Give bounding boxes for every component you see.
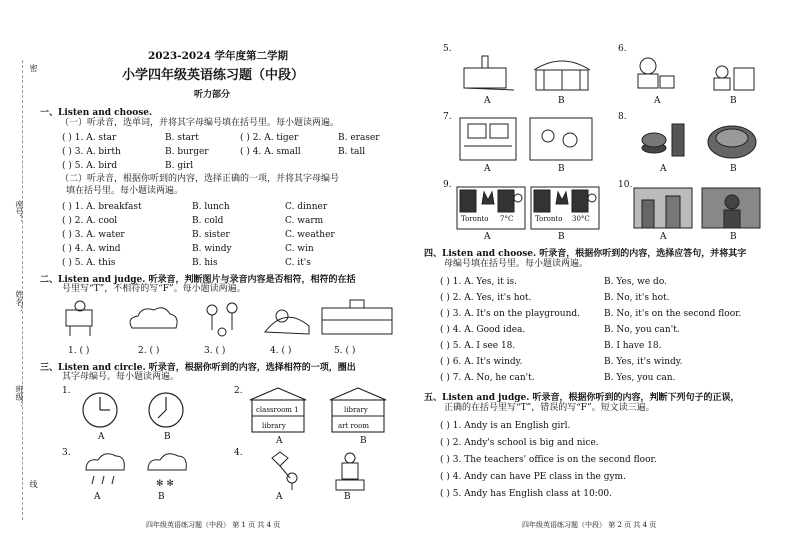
- s4-7-b: B. Yes, you can.: [604, 373, 676, 383]
- s1-r2-b1: B. burger: [165, 147, 209, 157]
- page-title: 小学四年级英语练习题（中段）: [122, 68, 305, 83]
- s2-line1: 二、Listen and judge. 听录音，判断图片与录音内容是否相符，相符的在括: [40, 275, 356, 285]
- s4-4-b: B. No, you can't.: [604, 325, 680, 335]
- r-num-5: 5.: [443, 44, 452, 54]
- s1-r3-q1: ( ) 5. A. bird: [62, 161, 118, 171]
- s4-6-a: ( ) 6. A. It's windy.: [440, 357, 523, 367]
- s1-r1-b2: B. eraser: [338, 133, 380, 143]
- s1-r1-b1: B. start: [165, 133, 199, 143]
- s1-r2-q1: ( ) 3. A. birth: [62, 147, 121, 157]
- r-num-9: 9.: [443, 180, 452, 190]
- s4-3-b: B. No, it's on the second floor.: [604, 309, 742, 319]
- s1-q2-4-b: B. windy: [192, 244, 232, 254]
- q10-label-a: A: [660, 232, 667, 242]
- s1-q2-2-b: B. cold: [192, 216, 224, 226]
- s3-q1-label-a: A: [98, 432, 105, 442]
- q7-pictures: [458, 116, 598, 162]
- s5-row-5: ( ) 5. Andy has English class at 10:00.: [440, 489, 613, 499]
- s1-q2-3-b: B. sister: [192, 230, 230, 240]
- s3-q3-label-b: B: [158, 492, 165, 502]
- s2-pic2-cloud: [130, 308, 177, 328]
- s4-3-a: ( ) 3. A. It's on the playground.: [440, 309, 581, 319]
- s1-q2-1-a: ( ) 1. A. breakfast: [62, 202, 142, 212]
- s3-q4-label-b: B: [344, 492, 351, 502]
- s1-r3-b1: B. girl: [165, 161, 194, 171]
- s2-blank-1: 1. ( ): [68, 346, 90, 356]
- s1-q2-4-a: ( ) 4. A. wind: [62, 244, 121, 254]
- q8-label-b: B: [730, 164, 737, 174]
- footer-left: 四年级英语练习题（中段） 第 1 页 共 4 页: [146, 521, 281, 529]
- s3-num-3: 3.: [62, 448, 71, 458]
- s3-q2-a-top: classroom 1: [256, 406, 299, 414]
- s3-line1: 三、Listen and circle. 听录音，根据你听到的内容，选择相符的一项，圈出: [40, 363, 356, 373]
- q10-label-b: B: [730, 232, 737, 242]
- s3-line2: 其字母编号。每小题读两遍。: [62, 372, 180, 382]
- s1-sub2-line1: （二）听录音，根据你听到的内容，选择正确的一项，并将其字母编号: [60, 174, 340, 184]
- q6-pictures: [630, 52, 760, 94]
- listening-part-label: 听力部分: [194, 90, 231, 100]
- q5-buildings: [460, 54, 590, 94]
- s2-blank-4: 4. ( ): [270, 346, 292, 356]
- q5-label-a: A: [484, 96, 491, 106]
- s2-pictures: [60, 298, 400, 340]
- name-label: 姓名：: [15, 290, 24, 314]
- s4-line1: 四、Listen and choose. 听录音，根据你听到的内容，选择应答句，并将其字: [424, 249, 747, 259]
- class-label: 班级：: [15, 385, 24, 409]
- s1-r1-q1: ( ) 1. A. star: [62, 133, 117, 143]
- s3-num-2: 2.: [234, 386, 243, 396]
- footer-right: 四年级英语练习题（中段） 第 2 页 共 4 页: [522, 521, 657, 529]
- s2-pic3-kids: [207, 303, 237, 336]
- q5-label-b: B: [558, 96, 565, 106]
- q9-a-temp: 7°C: [500, 215, 514, 223]
- q9-b-city: Toronto: [535, 215, 563, 223]
- s4-2-a: ( ) 2. A. Yes, it's hot.: [440, 293, 532, 303]
- s4-1-a: ( ) 1. A. Yes, it is.: [440, 277, 517, 287]
- s3-q4-label-a: A: [276, 492, 283, 502]
- s4-6-b: B. Yes, it's windy.: [604, 357, 683, 367]
- s3-q2-b-top: library: [344, 406, 368, 414]
- s4-2-b: B. No, it's hot.: [604, 293, 670, 303]
- s5-row-2: ( ) 2. Andy's school is big and nice.: [440, 438, 599, 448]
- s1-q2-5-b: B. his: [192, 258, 218, 268]
- r-num-7: 7.: [443, 112, 452, 122]
- q9-a-city: Toronto: [461, 215, 489, 223]
- s3-q3-weather: [84, 452, 194, 492]
- s1-heading: 一、Listen and choose.: [40, 108, 153, 118]
- r-num-10: 10.: [618, 180, 633, 190]
- s5-row-4: ( ) 4. Andy can have PE class in the gym.: [440, 472, 626, 482]
- s1-r2-q2: ( ) 4. A. small: [240, 147, 301, 157]
- svg-text:✻ ✻: ✻ ✻: [156, 479, 174, 489]
- s4-5-a: ( ) 5. A. I see 18.: [440, 341, 516, 351]
- s5-line1: 五、Listen and judge. 听录音，根据你听到的内容，判断下列句子的正误，: [424, 393, 740, 403]
- s4-line2: 母编号填在括号里。每小题读两遍。: [444, 259, 589, 269]
- s3-q2-label-b: B: [360, 436, 367, 446]
- s2-blank-2: 2. ( ): [138, 346, 160, 356]
- s2-pic1-idea: [66, 301, 92, 336]
- s5-row-1: ( ) 1. Andy is an English girl.: [440, 421, 571, 431]
- s2-pic5-school: [322, 300, 392, 334]
- q6-label-a: A: [654, 96, 661, 106]
- q8-label-a: A: [660, 164, 667, 174]
- s3-q1-label-b: B: [164, 432, 171, 442]
- s1-r2-b2: B. tall: [338, 147, 366, 157]
- s1-q2-5-c: C. it's: [285, 258, 311, 268]
- s3-q2-b-bottom: art room: [338, 422, 369, 430]
- r-num-8: 8.: [618, 112, 627, 122]
- seat-label: 座号：: [15, 200, 24, 224]
- s3-q4-activities: [270, 450, 390, 492]
- s2-blank-3: 3. ( ): [204, 346, 226, 356]
- r-num-6: 6.: [618, 44, 627, 54]
- q7-label-a: A: [484, 164, 491, 174]
- s1-q2-2-a: ( ) 2. A. cool: [62, 216, 118, 226]
- binding-mark-xian: 线: [29, 480, 38, 488]
- s5-line2: 正确的在括号里写“T”，错误的写“F”。短文读三遍。: [444, 403, 655, 413]
- s3-q3-label-a: A: [94, 492, 101, 502]
- q7-label-b: B: [558, 164, 565, 174]
- s1-r1-q2: ( ) 2. A. tiger: [240, 133, 299, 143]
- q6-label-b: B: [730, 96, 737, 106]
- s1-q2-1-c: C. dinner: [285, 202, 328, 212]
- q9-weather-cards: [456, 186, 606, 230]
- s1-q2-2-c: C. warm: [285, 216, 324, 226]
- q9-b-temp: 30°C: [572, 215, 590, 223]
- s4-4-a: ( ) 4. A. Good idea.: [440, 325, 526, 335]
- s4-7-a: ( ) 7. A. No, he can't.: [440, 373, 535, 383]
- s2-pic4-sleeping: [265, 310, 309, 334]
- s1-q2-5-a: ( ) 5. A. this: [62, 258, 116, 268]
- s1-q2-4-c: C. win: [285, 244, 314, 254]
- binding-mark-mi: 密: [29, 64, 38, 72]
- s2-blank-5: 5. ( ): [334, 346, 356, 356]
- school-year: 2023-2024 学年度第二学期: [148, 50, 288, 62]
- s3-q2-a-bottom: library: [262, 422, 286, 430]
- s1-sub1: （一）听录音，选单词，并将其字母编号填在括号里。每小题读两遍。: [60, 118, 340, 128]
- s4-1-b: B. Yes, we do.: [604, 277, 667, 287]
- s1-q2-1-b: B. lunch: [192, 202, 230, 212]
- s3-q1-clocks: [82, 392, 202, 430]
- s1-q2-3-a: ( ) 3. A. water: [62, 230, 125, 240]
- s2-line2: 号里写“T”，不相符的写“F”。每小题读两遍。: [62, 284, 246, 294]
- s3-num-4: 4.: [234, 448, 243, 458]
- q9-label-a: A: [484, 232, 491, 242]
- s1-sub2-line2: 填在括号里。每小题读两遍。: [66, 186, 184, 196]
- s3-num-1: 1.: [62, 386, 71, 396]
- s3-q2-label-a: A: [276, 436, 283, 446]
- q10-pictures: [632, 186, 762, 230]
- s5-row-3: ( ) 3. The teachers' office is on the second floor.: [440, 455, 657, 465]
- q9-label-b: B: [558, 232, 565, 242]
- q8-food: [640, 118, 760, 162]
- s1-q2-3-c: C. weather: [285, 230, 335, 240]
- s4-5-b: B. I have 18.: [604, 341, 662, 351]
